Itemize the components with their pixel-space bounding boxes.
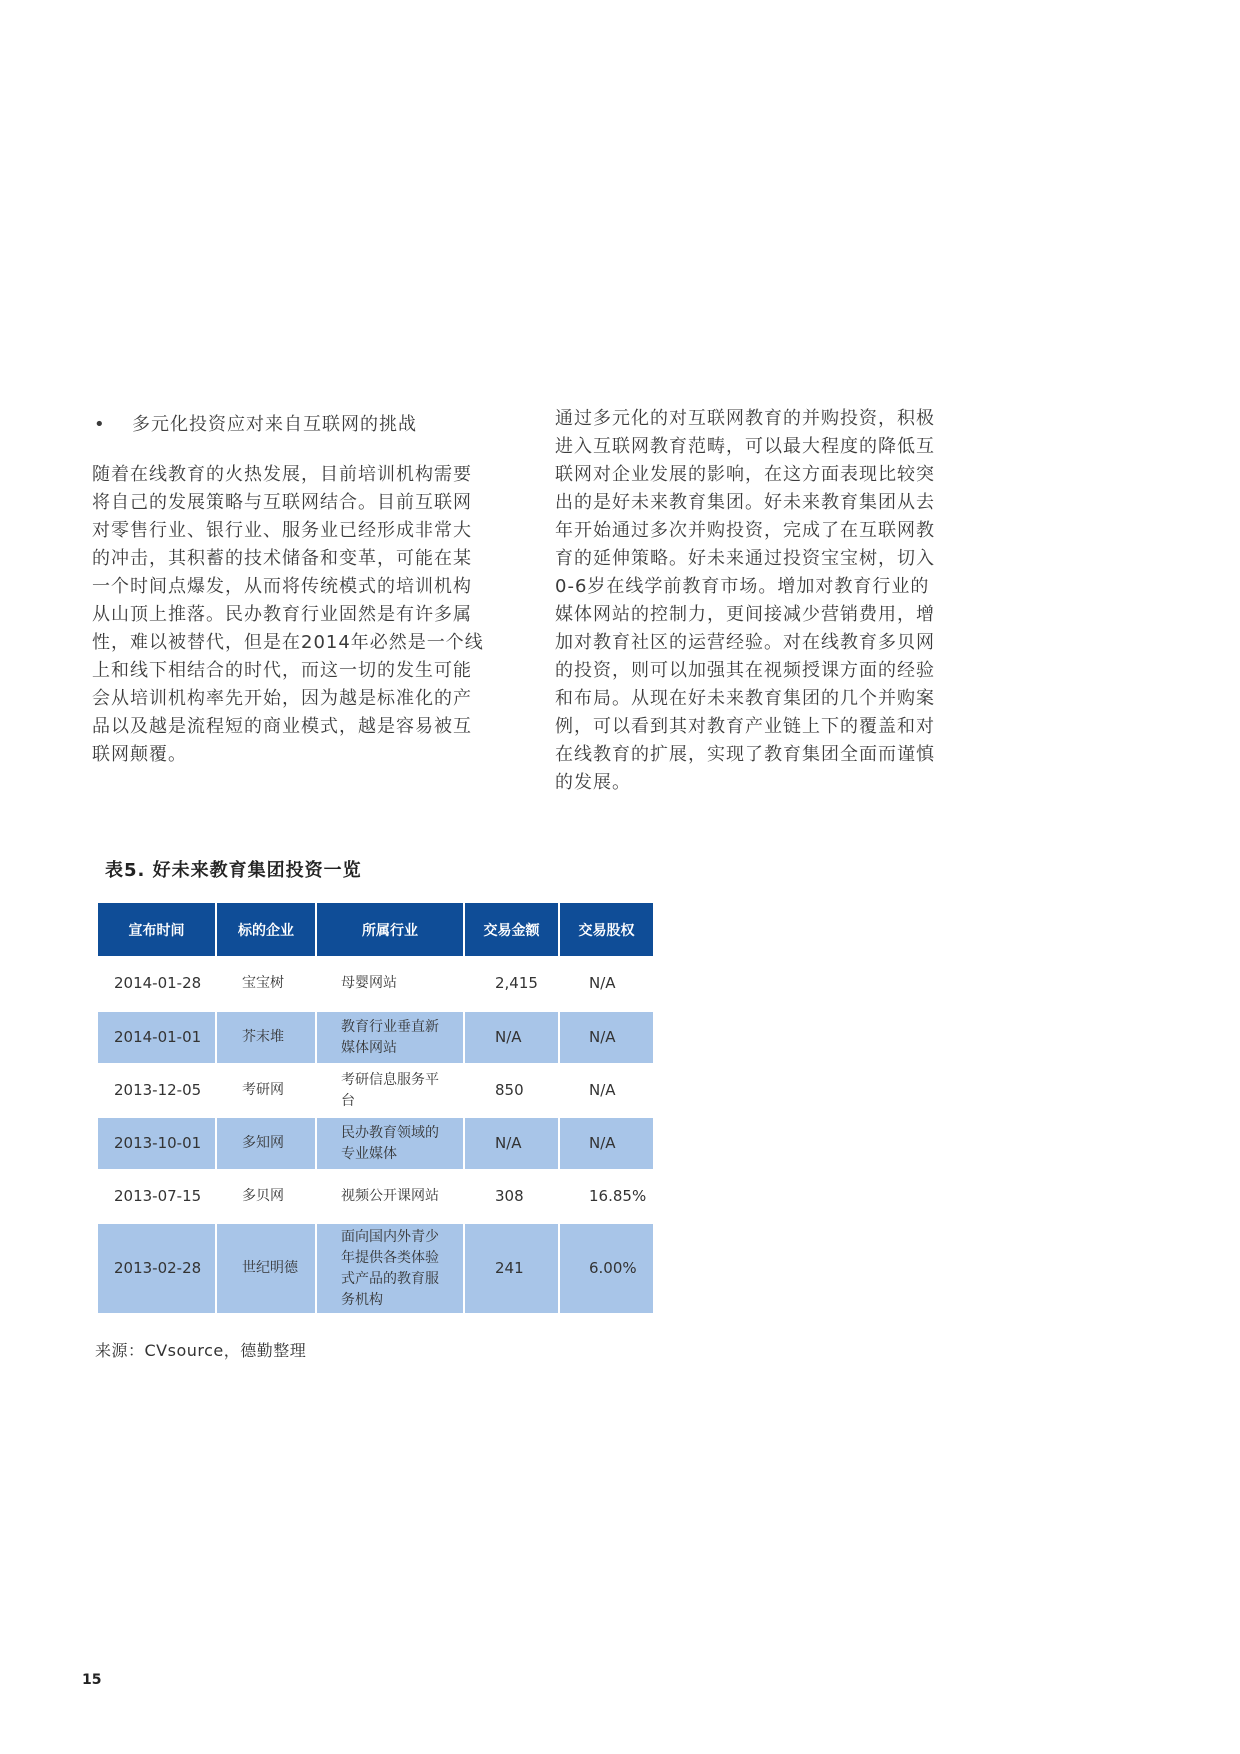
- paragraph-line: 上和线下相结合的时代，而这一切的发生可能: [92, 660, 472, 681]
- right-column: [555, 405, 957, 797]
- cell-stake: 6.00%: [559, 1223, 654, 1314]
- section-heading-text: 多元化投资应对来自互联网的挑战: [132, 414, 417, 435]
- paragraph-line: 联网颠覆。: [92, 744, 187, 765]
- cell-industry: 民办教育领域的 专业媒体: [316, 1117, 464, 1170]
- paragraph-line: 品以及越是流程短的商业模式，越是容易被互: [92, 716, 472, 737]
- table-row: [98, 1117, 654, 1170]
- paragraph-line: 0-6岁在线学前教育市场。增加对教育行业的: [555, 576, 930, 597]
- paragraph-line: 通过多元化的对互联网教育的并购投资，积极: [555, 408, 935, 429]
- cell-amount: N/A: [464, 1117, 559, 1170]
- cell-date: 2013-12-05: [98, 1064, 216, 1117]
- paragraph-line: 的发展。: [555, 772, 631, 793]
- column-header-company: 标的企业: [216, 903, 316, 956]
- paragraph-line: 例，可以看到其对教育产业链上下的覆盖和对: [555, 716, 935, 737]
- paragraph-line: 一个时间点爆发，从而将传统模式的培训机构: [92, 576, 472, 597]
- cell-company: 多知网: [216, 1117, 316, 1170]
- left-column: [92, 411, 494, 769]
- cell-date: 2013-10-01: [98, 1117, 216, 1170]
- cell-company: 芥末堆: [216, 1011, 316, 1064]
- paragraph-line: 出的是好未来教育集团。好未来教育集团从去: [555, 492, 935, 513]
- paragraph-line: 的冲击，其积蓄的技术储备和变革，可能在某: [92, 548, 472, 569]
- cell-stake: N/A: [559, 956, 654, 1011]
- cell-amount: 2,415: [464, 956, 559, 1011]
- cell-industry: 教育行业垂直新 媒体网站: [316, 1011, 464, 1064]
- paragraph-line: 年开始通过多次并购投资，完成了在互联网教: [555, 520, 935, 541]
- paragraph-line: 性，难以被替代，但是在2014年必然是一个线: [92, 632, 484, 653]
- cell-industry: 视频公开课网站: [316, 1170, 464, 1223]
- paragraph-line: 媒体网站的控制力，更间接减少营销费用，增: [555, 604, 935, 625]
- paragraph-line: 对零售行业、银行业、服务业已经形成非常大: [92, 520, 472, 541]
- cell-company: 多贝网: [216, 1170, 316, 1223]
- cell-date: 2013-02-28: [98, 1223, 216, 1314]
- paragraph-line: 会从培训机构率先开始，因为越是标准化的产: [92, 688, 472, 709]
- cell-amount: N/A: [464, 1011, 559, 1064]
- paragraph-line: 随着在线教育的火热发展，目前培训机构需要: [92, 464, 472, 485]
- cell-stake: N/A: [559, 1064, 654, 1117]
- table-row: [98, 1064, 654, 1117]
- column-header-industry: 所属行业: [316, 903, 464, 956]
- source-note: 来源：CVsource，德勤整理: [95, 1341, 307, 1360]
- paragraph-line: 的投资，则可以加强其在视频授课方面的经验: [555, 660, 935, 681]
- section-heading: [92, 411, 494, 439]
- paragraph-line: 将自己的发展策略与互联网结合。目前互联网: [92, 492, 472, 513]
- bullet-icon: •: [94, 414, 106, 435]
- investment-table: [98, 903, 655, 1315]
- paragraph-line: 育的延伸策略。好未来通过投资宝宝树，切入: [555, 548, 935, 569]
- page-number: 15: [82, 1672, 102, 1688]
- cell-stake: N/A: [559, 1011, 654, 1064]
- column-header-stake: 交易股权: [559, 903, 654, 956]
- cell-industry: 面向国内外青少 年提供各类体验 式产品的教育服 务机构: [316, 1223, 464, 1314]
- cell-industry: 考研信息服务平 台: [316, 1064, 464, 1117]
- table-row: [98, 956, 654, 1011]
- cell-date: 2014-01-01: [98, 1011, 216, 1064]
- cell-industry: 母婴网站: [316, 956, 464, 1011]
- table-row: [98, 1223, 654, 1314]
- cell-company: 宝宝树: [216, 956, 316, 1011]
- cell-amount: 850: [464, 1064, 559, 1117]
- table-row: [98, 1011, 654, 1064]
- paragraph-line: 从山顶上推落。民办教育行业固然是有许多属: [92, 604, 472, 625]
- paragraph-line: 联网对企业发展的影响，在这方面表现比较突: [555, 464, 935, 485]
- column-header-date: 宣布时间: [98, 903, 216, 956]
- cell-date: 2013-07-15: [98, 1170, 216, 1223]
- table-row: [98, 1170, 654, 1223]
- cell-amount: 308: [464, 1170, 559, 1223]
- paragraph-line: 进入互联网教育范畴，可以最大程度的降低互: [555, 436, 935, 457]
- paragraph-line: 和布局。从现在好未来教育集团的几个并购案: [555, 688, 935, 709]
- cell-company: 世纪明德: [216, 1223, 316, 1314]
- paragraph-line: 加对教育社区的运营经验。对在线教育多贝网: [555, 632, 935, 653]
- cell-stake: 16.85%: [559, 1170, 654, 1223]
- left-paragraph: [92, 461, 494, 769]
- column-header-amount: 交易金额: [464, 903, 559, 956]
- cell-stake: N/A: [559, 1117, 654, 1170]
- cell-company: 考研网: [216, 1064, 316, 1117]
- cell-amount: 241: [464, 1223, 559, 1314]
- table-title: 表5. 好未来教育集团投资一览: [105, 860, 362, 881]
- table-header-row: [98, 903, 654, 956]
- paragraph-line: 在线教育的扩展，实现了教育集团全面而谨慎: [555, 744, 935, 765]
- cell-date: 2014-01-28: [98, 956, 216, 1011]
